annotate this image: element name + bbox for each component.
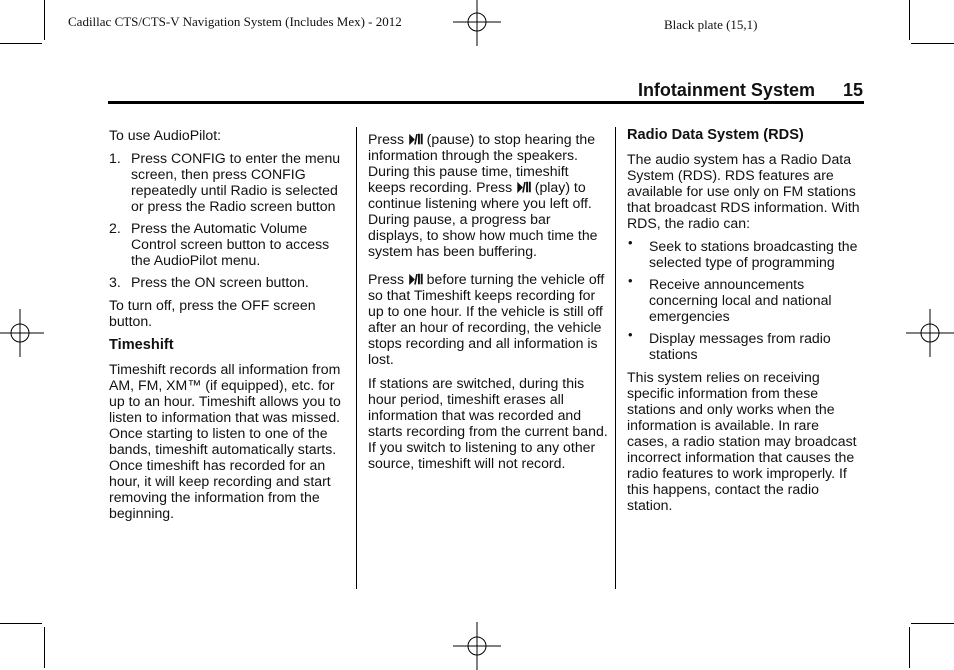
list-item (627, 273, 863, 324)
crop-mark (44, 627, 45, 668)
list-item (109, 150, 349, 214)
audiopilot-intro: To use AudioPilot: (109, 127, 222, 143)
column-divider (615, 127, 616, 589)
paragraph-text: before turning the vehicle off so that Timeshift keeps recording for up to one hour. If the vehicle is still off after an hour of recording, the vehicle stops recording and all information is lost. (368, 271, 605, 367)
vehicle-off-paragraph (368, 271, 608, 367)
section-header (638, 80, 863, 101)
play-pause-icon: ⏵/Ⅱ (407, 271, 423, 287)
section-title: Infotainment System (637, 80, 815, 100)
crop-mark (909, 0, 910, 40)
rds-intro: The audio system has a Radio Data System (RDS). RDS features are available for use only on FM stations that broadcast RDS information. With RDS, the radio can: (627, 151, 860, 231)
paragraph-text: (pause) to stop hearing the information through the speakers. During this pause time, timeshift keeps recording. Press (368, 131, 596, 195)
column-2 (368, 131, 608, 478)
bullet-text: Receive announcements concerning local and national emergencies (649, 276, 832, 324)
crop-mark (909, 627, 910, 668)
column-divider (356, 127, 357, 589)
registration-mark-icon (0, 309, 44, 357)
step-text: Press the Automatic Volume Control screen button to access the AudioPilot menu. (131, 220, 330, 268)
registration-mark-icon (453, 0, 501, 46)
step-number: 3. (109, 274, 121, 290)
list-item (627, 327, 863, 362)
bullet-text: Seek to stations broadcasting the selected type of programming (649, 238, 858, 270)
audiopilot-steps (109, 150, 349, 290)
play-pause-icon: ⏵/Ⅱ (516, 179, 531, 195)
pause-paragraph (368, 131, 608, 259)
paragraph-text: (play) to continue listening where you left off. During pause, a progress bar displays, to show how much time the system has been buffering. (368, 179, 598, 259)
column-1 (109, 127, 349, 528)
step-number: 1. (109, 150, 121, 166)
registration-mark-icon (453, 622, 501, 670)
timeshift-heading: Timeshift (109, 337, 174, 353)
plate-label: Black plate (15,1) (664, 17, 758, 32)
bullet-text: Display messages from radio stations (649, 330, 831, 362)
crop-mark (911, 623, 954, 624)
rds-outro: This system relies on receiving specific information from these stations and only works when the information is available. In rare cases, a radio station may broadcast incorrect information that causes the radio features to work improperly. If this happens, contact the radio station. (627, 369, 857, 513)
list-item (109, 274, 349, 290)
crop-mark (0, 43, 42, 44)
step-text: Press the ON screen button. (131, 274, 309, 290)
list-item (627, 235, 863, 270)
crop-mark (911, 43, 954, 44)
page-number: 15 (842, 80, 863, 100)
paragraph-text: Press (368, 131, 405, 147)
rds-bullets (627, 235, 863, 362)
play-pause-icon: ⏵/Ⅱ (407, 131, 423, 147)
header-rule (108, 101, 864, 104)
registration-mark-icon (906, 309, 954, 357)
bullet-icon: • (628, 273, 633, 288)
step-text: Press CONFIG to enter the menu screen, then press CONFIG repeatedly until Radio is selected or press the Radio screen button (131, 150, 341, 214)
paragraph-text: Press (368, 271, 405, 287)
crop-mark (44, 0, 45, 40)
bullet-icon: • (628, 235, 633, 250)
timeshift-paragraph: Timeshift records all information from AM, FM, XM™ (if equipped), etc. for up to an hour. Timeshift allows you to listen to information that was missed. Once starting to listen to one of the bands, timeshift automatically starts. Once timeshift has recorded for an hour, it will keep recording and start removing the information from the beginning. (109, 361, 341, 521)
bullet-icon: • (628, 327, 633, 342)
step-number: 2. (109, 220, 121, 236)
turn-off-text: To turn off, press the OFF screen button. (109, 297, 316, 329)
document-title: Cadillac CTS/CTS-V Navigation System (Includes Mex) - 2012 (68, 14, 402, 29)
list-item (109, 220, 349, 268)
stations-switched-paragraph: If stations are switched, during this hour period, timeshift erases all information that was recorded and starts recording from the current band. If you switch to listening to any other source, timeshift will not record. (368, 375, 608, 471)
crop-mark (0, 623, 42, 624)
rds-heading: Radio Data System (RDS) (627, 127, 804, 143)
column-3 (627, 126, 863, 520)
